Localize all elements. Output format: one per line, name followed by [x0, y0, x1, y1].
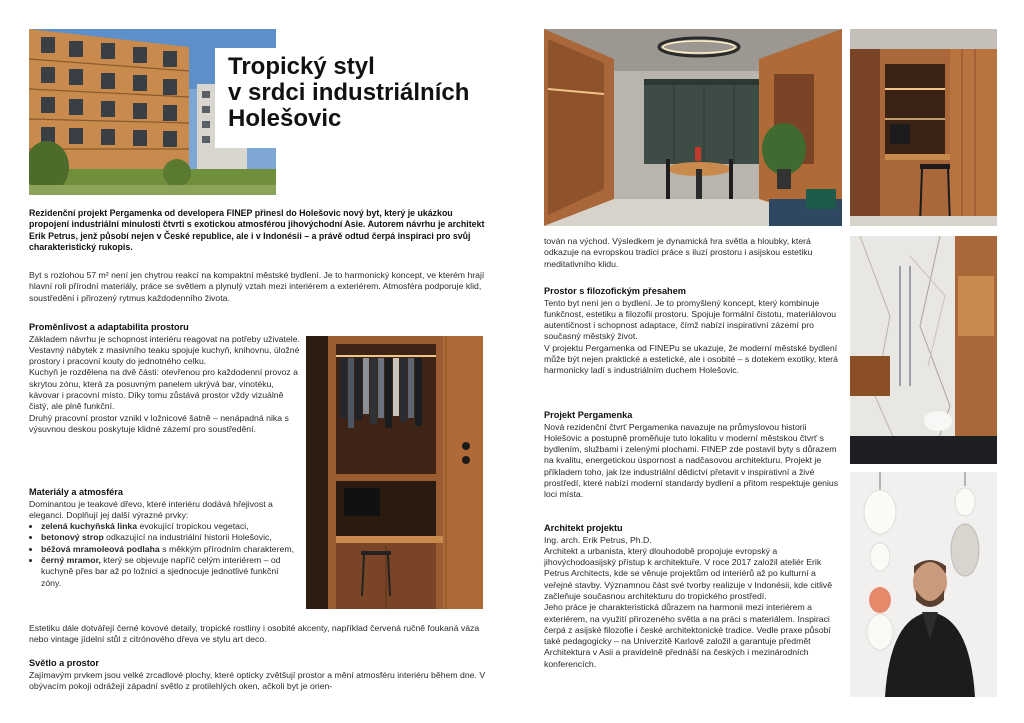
section-heading: Materiály a atmosféra	[29, 487, 123, 497]
section-flexibility	[29, 322, 301, 435]
paragraph: Architekt a urbanista, který dlouhodobě propojuje evropský a jihovýchodoasijský přístup k architektuře. V roce 2017 založil ateliér Erik Petrus Architects, kde se věnuje projektům od interiérů až po kulturní a veřejné stavby. Významnou část své tvorby realizuje v Indonésii, kde citlivě začleňuje současnou architekturu do tropického prostředí.	[544, 545, 833, 601]
section-philosophy	[544, 286, 842, 377]
list-item: • béžová mramoleová podlaha s měkkým přírodním charakterem,	[41, 544, 301, 555]
title-panel	[215, 48, 505, 148]
section-heading: Architekt projektu	[544, 523, 623, 533]
section-heading: Proměnlivost a adaptabilita prostoru	[29, 322, 189, 332]
bar-corner-photo	[850, 29, 997, 226]
paragraph-accents: Estetiku dále dotvářejí černé kovové detaily, tropické rostliny i osobité akcenty, například červená ručně foukaná váza nebo vintage jídelní stůl z citrónového dřeva ve stylu art deco.	[29, 623, 480, 645]
title-line: Holešovic	[228, 105, 342, 132]
list-item: • černý mramor, který se objevuje napříč celým interiérem – od kuchyně přes bar až po ložnici a sjednocuje jednotlivé funkční zóny.	[41, 555, 301, 589]
section-heading: Prostor s filozofickým přesahem	[544, 286, 686, 296]
article-title	[228, 54, 498, 132]
paragraph: V projektu Pergamenka od FINEPu se ukazuje, že moderní městské bydlení může být nejen praktické a estetické, ale i osobité – s dotekem exotiky, která harmonicky ladí s industriálním duchem Holešovic.	[544, 342, 838, 376]
kitchen-dining-photo	[544, 29, 842, 226]
paragraph: Druhý pracovní prostor vznikl v ložnicové šatně – nenápadná nika s výsuvnou deskou poskytuje klidné zázemí pro soustředění.	[29, 412, 289, 434]
paragraph: Tento byt není jen o bydlení. Je to promyšlený koncept, který kombinuje funkčnost, estetiku a filozofii prostoru. Spojuje formální čistotu, materiálovou autentičnost i schopnost adaptace, čímž nabízí inspirativní zázemí pro současný městský život.	[544, 297, 837, 342]
materials-list	[29, 521, 301, 589]
paragraph: Jeho práce je charakteristická důrazem na harmonii mezi interiérem a exteriérem, na využití přirozeného světla a na práci s materiálem. Inspiraci čerpá z asijské filozofie i české architektonické tradice. Vedle praxe působí také pedagogicky – na Univerzitě Karlově založil a garantuje předmět Architektura v Asii a pravidelně přednáší na českých i mezinárodních konferencích.	[544, 602, 831, 669]
section-heading: Světlo a prostor	[29, 658, 99, 668]
section-heading: Projekt Pergamenka	[544, 410, 633, 420]
architect-name: Ing. arch. Erik Petrus, Ph.D.	[544, 534, 652, 545]
intro-paragraph: Rezidenční projekt Pergamenka od developera FINEP přinesl do Holešovic nový byt, který je ukázkou propojení industriální minulosti čtvrti s exotickou atmosférou jihovýchodní Asie. Autorem návrhu je architekt Erik Petrus, jenž působí nejen v České republice, ale i v Indonésii – a právě odtud čerpá inspiraci pro svůj charakteristický rukopis.	[29, 208, 485, 252]
list-item: • betonový strop odkazující na industriální historii Holešovic,	[41, 532, 301, 543]
section-architect	[544, 523, 842, 670]
lead-paragraph: Byt s rozlohou 57 m² není jen chytrou reakcí na kompaktní městské bydlení. Je to harmonický koncept, ve kterém hrají hlavní roli přírodní materiály, práce se světlem a plynulý vztah mezi interiérem a exteriérem. Atmosféra podporuje klid, soustředění i přirozený rytmus každodenního života.	[29, 270, 485, 303]
paragraph: Dominantou je teakové dřevo, které interiéru dodává hřejivost a eleganci. Doplňují jej další výrazné prvky:	[29, 498, 273, 520]
architect-portrait-photo	[850, 472, 997, 697]
wardrobe-photo	[306, 336, 483, 609]
bathroom-photo	[850, 236, 997, 464]
paragraph: Zajímavým prvkem jsou velké zrcadlové plochy, které opticky zvětšují prostor a mění atmosféru interiéru během dne. V obývacím pokoji odrážejí západní světlo z protilehlých oken, ačkoli byt je orien-	[29, 669, 486, 691]
section-pergamenka	[544, 410, 842, 501]
paragraph: Základem návrhu je schopnost interiéru reagovat na potřeby uživatele. Vestavný nábytek z masivního teaku spojuje kuchyň, knihovnu, úložné prostory i pracovní kouty do jednotného celku.	[29, 333, 300, 367]
section-light	[29, 658, 494, 692]
list-item: • zelená kuchyňská linka evokující tropickou vegetaci,	[41, 521, 301, 532]
paragraph-light-continued: tován na východ. Výsledkem je dynamická hra světla a hloubky, která odkazuje na evropskou tradici práce s iluzí prostoru i asijskou estetiku meditativního klidu.	[544, 236, 813, 269]
section-materials	[29, 487, 301, 589]
paragraph: Kuchyň je rozdělena na dvě části: otevřenou pro každodenní provoz a skrytou zónu, která za posuvným panelem ukrývá bar, vinotéku, kávovar i pracovní místo. Díky tomu zůstává prostor vždy vizuálně čistý, ale plně funkční.	[29, 367, 299, 412]
title-line: v srdci industriálních	[228, 79, 470, 106]
title-line: Tropický styl	[228, 53, 375, 80]
paragraph: Nová rezidenční čtvrť Pergamenka navazuje na průmyslovou historii Holešovic a postupně proměňuje tuto lokalitu v moderní městskou čtvrť s bydlením, službami i zelenými plochami. FINEP zde postavil byty s důrazem na kvalitu, energetickou úspornost a nadčasovou architekturu. Projekt je příkladem toho, jak lze industriální dědictví přetavit v inspirativní a živé prostředí, které nabízí moderní standardy bydlení a přitom respektuje genius loci místa.	[544, 421, 839, 500]
